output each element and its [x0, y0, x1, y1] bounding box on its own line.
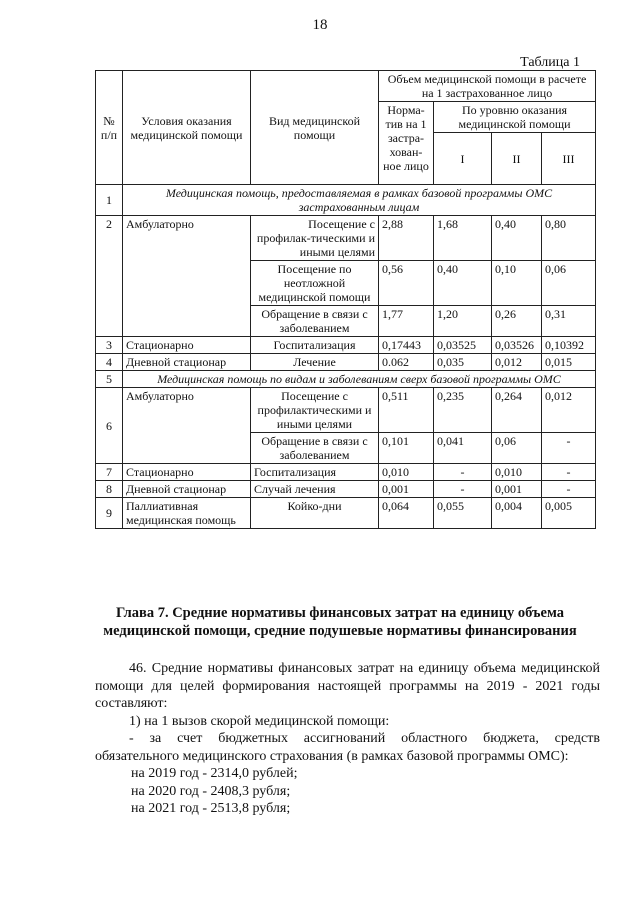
- cell-value: 0,10392: [542, 337, 596, 354]
- cell-value: 0,511: [379, 388, 434, 433]
- section-title: Медицинская помощь, предоставляемая в рамках базовой программы ОМС застрахованным лицам: [123, 185, 596, 216]
- table-row: [96, 371, 596, 388]
- body-text: [95, 660, 600, 818]
- cell-value: 0,03526: [492, 337, 542, 354]
- header-norm: Норма-тив на 1 застра-хован-ное лицо: [379, 102, 434, 185]
- norms-table: [95, 70, 596, 529]
- row-conditions: Стационарно: [123, 464, 251, 481]
- row-type: Обращение в связи с заболеванием: [251, 433, 379, 464]
- row-type: Лечение: [251, 354, 379, 371]
- cell-value: 0,17443: [379, 337, 434, 354]
- row-num: 6: [96, 388, 123, 464]
- row-num: 7: [96, 464, 123, 481]
- cell-value: 0,31: [542, 306, 596, 337]
- cell-value: 0,101: [379, 433, 434, 464]
- row-num: 8: [96, 481, 123, 498]
- row-type: Обращение в связи с заболеванием: [251, 306, 379, 337]
- cell-value: 0,010: [379, 464, 434, 481]
- list-item-1: 1) на 1 вызов скорой медицинской помощи:: [129, 713, 390, 729]
- row-conditions: Дневной стационар: [123, 354, 251, 371]
- cell-value: 0,06: [492, 433, 542, 464]
- section-title: Медицинская помощь по видам и заболеваниям сверх базовой программы ОМС: [123, 371, 596, 388]
- row-num: 9: [96, 498, 123, 529]
- cell-value: 0,004: [492, 498, 542, 529]
- table-row: [96, 481, 596, 498]
- cell-value: -: [434, 481, 492, 498]
- header-num: № п/п: [96, 71, 123, 185]
- row-conditions: Амбулаторно: [123, 216, 251, 337]
- row-num: 1: [96, 185, 123, 216]
- cell-value: 0,041: [434, 433, 492, 464]
- header-type: Вид медицинской помощи: [251, 71, 379, 185]
- row-num: 3: [96, 337, 123, 354]
- row-type: Посещение с профилактическими и иными целями: [251, 388, 379, 433]
- cell-value: 0,015: [542, 354, 596, 371]
- cell-value: 0,012: [492, 354, 542, 371]
- cell-value: 0,26: [492, 306, 542, 337]
- cell-value: 1,77: [379, 306, 434, 337]
- row-type: Койко-дни: [251, 498, 379, 529]
- cell-value: 0,001: [492, 481, 542, 498]
- table-row: [96, 354, 596, 371]
- header-level-3: III: [542, 133, 596, 185]
- header-conditions: Условия оказания медицинской помощи: [123, 71, 251, 185]
- row-num: 4: [96, 354, 123, 371]
- page-number: 18: [312, 17, 328, 33]
- chapter-heading: Глава 7. Средние нормативы финансовых затрат на единицу объема медицинской помощи, средние подушевые нормативы финансирования: [103, 605, 577, 639]
- list-dash-1: - за счет бюджетных ассигнований областного бюджета, средств обязательного медицинского страхования (в рамках базовой программы ОМС):: [95, 731, 600, 764]
- cell-value: -: [542, 481, 596, 498]
- cell-value: -: [542, 433, 596, 464]
- table-caption: Таблица 1: [520, 55, 580, 70]
- cell-value: 0,064: [379, 498, 434, 529]
- row-conditions: Дневной стационар: [123, 481, 251, 498]
- cell-value: 0,10: [492, 261, 542, 306]
- cell-value: 0,80: [542, 216, 596, 261]
- table-row: [96, 388, 596, 433]
- table-row: [96, 216, 596, 261]
- cell-value: 2,88: [379, 216, 434, 261]
- header-level-2: II: [492, 133, 542, 185]
- year-2021: на 2021 год - 2513,8 рубля;: [131, 801, 291, 816]
- cell-value: 0,005: [542, 498, 596, 529]
- cell-value: 0,56: [379, 261, 434, 306]
- row-conditions: Стационарно: [123, 337, 251, 354]
- cell-value: -: [434, 464, 492, 481]
- cell-value: 0,001: [379, 481, 434, 498]
- cell-value: 0,40: [434, 261, 492, 306]
- row-num: 5: [96, 371, 123, 388]
- table-row: [96, 337, 596, 354]
- row-type: Госпитализация: [251, 464, 379, 481]
- cell-value: 1,68: [434, 216, 492, 261]
- cell-value: 1,20: [434, 306, 492, 337]
- cell-value: -: [542, 464, 596, 481]
- year-2019: на 2019 год - 2314,0 рублей;: [131, 766, 298, 781]
- row-type: Госпитализация: [251, 337, 379, 354]
- header-levels: По уровню оказания медицинской помощи: [434, 102, 596, 133]
- cell-value: 0,035: [434, 354, 492, 371]
- row-type: Посещение по неотложной медицинской помощи: [251, 261, 379, 306]
- cell-value: 0,010: [492, 464, 542, 481]
- row-conditions: Паллиативная медицинская помощь: [123, 498, 251, 529]
- header-volume: Объем медицинской помощи в расчете на 1 застрахованное лицо: [379, 71, 596, 102]
- row-type: Случай лечения: [251, 481, 379, 498]
- cell-value: 0,235: [434, 388, 492, 433]
- cell-value: 0,012: [542, 388, 596, 433]
- table-row: [96, 464, 596, 481]
- header-level-1: I: [434, 133, 492, 185]
- cell-value: 0,055: [434, 498, 492, 529]
- year-2020: на 2020 год - 2408,3 рубля;: [131, 783, 291, 799]
- cell-value: 0,03525: [434, 337, 492, 354]
- cell-value: 0,40: [492, 216, 542, 261]
- paragraph-46: 46. Средние нормативы финансовых затрат на единицу объема медицинской помощи для целей формирования настоящей программы на 2019 - 2021 годы составляют:: [95, 661, 600, 711]
- table-row: [96, 498, 596, 529]
- table-row: [96, 185, 596, 216]
- row-num: 2: [96, 216, 123, 337]
- table-header-row: [96, 71, 596, 102]
- row-conditions: Амбулаторно: [123, 388, 251, 464]
- cell-value: 0.062: [379, 354, 434, 371]
- cell-value: 0,264: [492, 388, 542, 433]
- cell-value: 0,06: [542, 261, 596, 306]
- row-type: Посещение с профилак-тическими и иными целями: [251, 216, 379, 261]
